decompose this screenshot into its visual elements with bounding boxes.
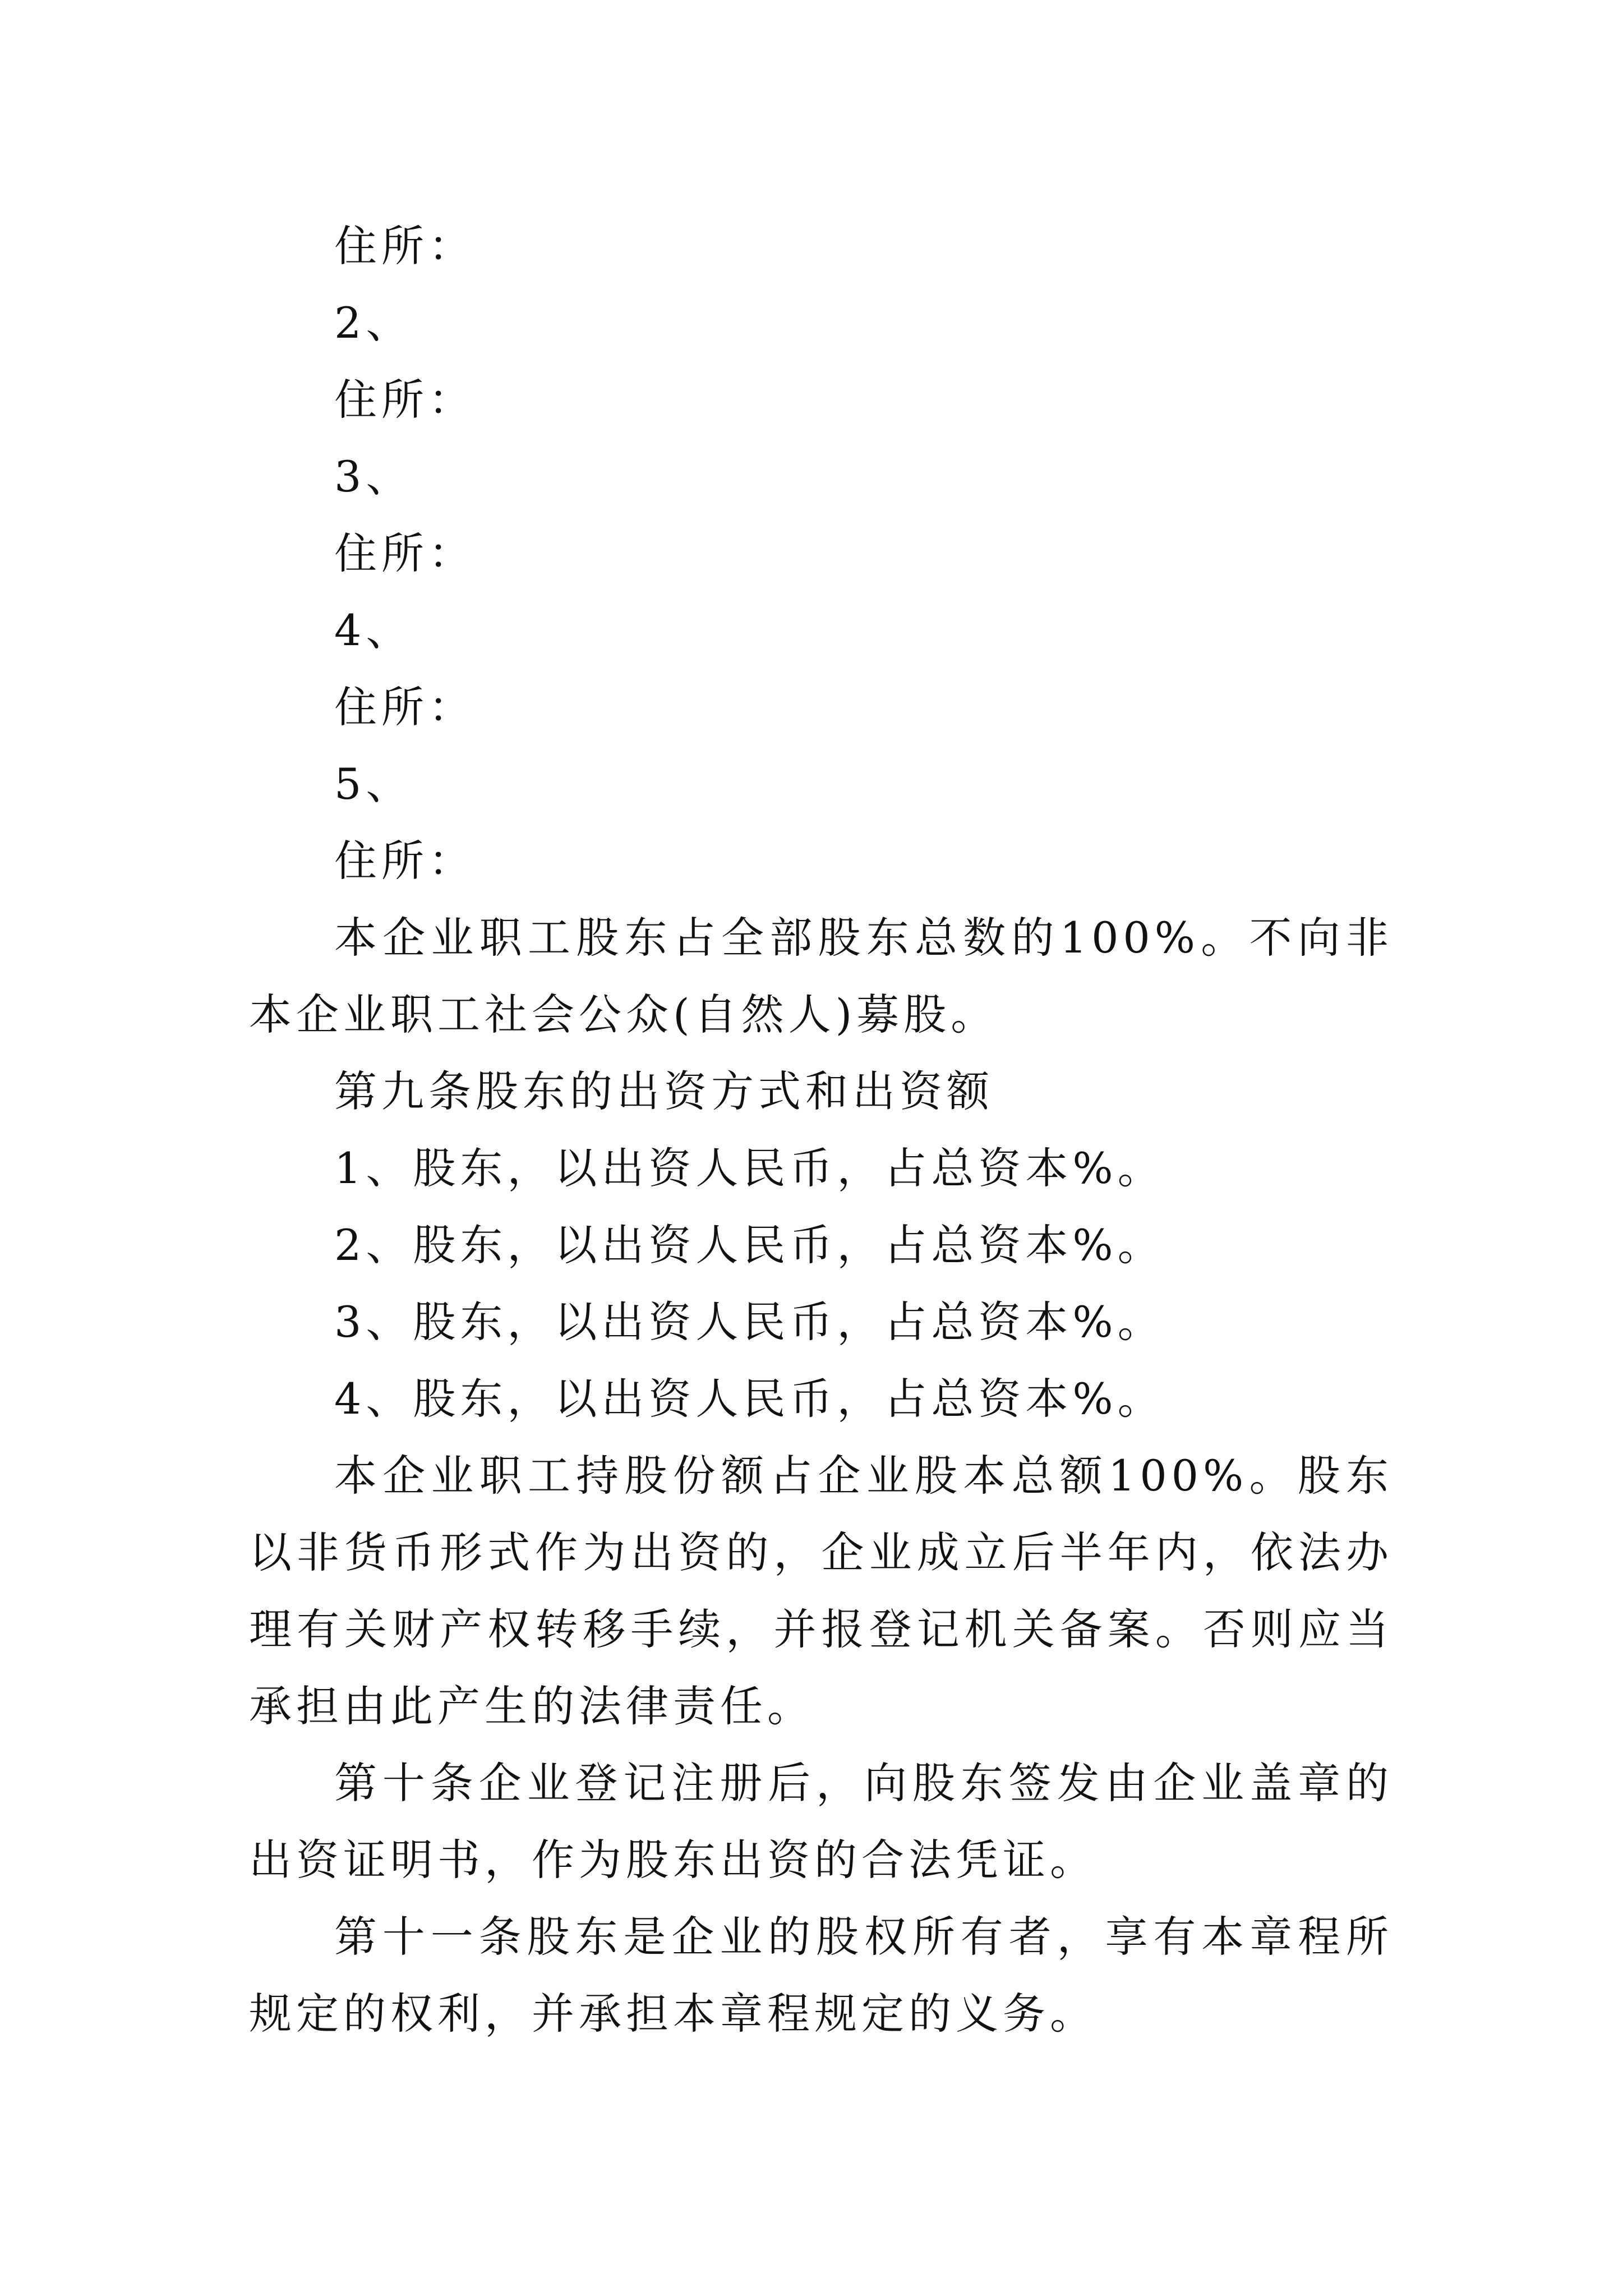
contribution-item-3: 3、股东，以出资人民币，占总资本%。 — [334, 1297, 1165, 1347]
article-9-title: 第九条股东的出资方式和出资额 — [334, 1066, 994, 1116]
address-line-1: 住所： — [334, 221, 476, 271]
employee-ratio-paragraph: 本企业职工股东占全部股东总数的100%。不向非本企业职工社会公众(自然人)募股。 — [249, 913, 1393, 1039]
article-11-paragraph: 第十一条股东是企业的股权所有者，享有本章程所规定的权利，并承担本章程规定的义务。 — [249, 1912, 1393, 2039]
shareholder-number-3: 3、 — [334, 452, 413, 501]
contribution-item-1: 1、股东，以出资人民币，占总资本%。 — [334, 1143, 1165, 1193]
shareholder-number-5: 5、 — [334, 759, 413, 809]
document-body — [249, 208, 1393, 2052]
address-line-2: 住所： — [334, 375, 476, 425]
contribution-item-4: 4、股东，以出资人民币，占总资本%。 — [334, 1374, 1165, 1424]
article-10-paragraph: 第十条企业登记注册后，向股东签发由企业盖章的出资证明书，作为股东出资的合法凭证。 — [249, 1758, 1393, 1885]
shareholder-number-2: 2、 — [334, 298, 413, 348]
address-line-3: 住所： — [334, 528, 476, 578]
contribution-item-2: 2、股东，以出资人民币，占总资本%。 — [334, 1220, 1165, 1270]
address-line-5: 住所： — [334, 836, 476, 886]
holding-ratio-paragraph: 本企业职工持股份额占企业股本总额100%。股东以非货币形式作为出资的，企业成立后半年内，依法办理有关财产权转移手续，并报登记机关备案。否则应当承担由此产生的法律责任。 — [249, 1451, 1393, 1731]
address-line-4: 住所： — [334, 682, 476, 732]
shareholder-number-4: 4、 — [334, 605, 413, 655]
